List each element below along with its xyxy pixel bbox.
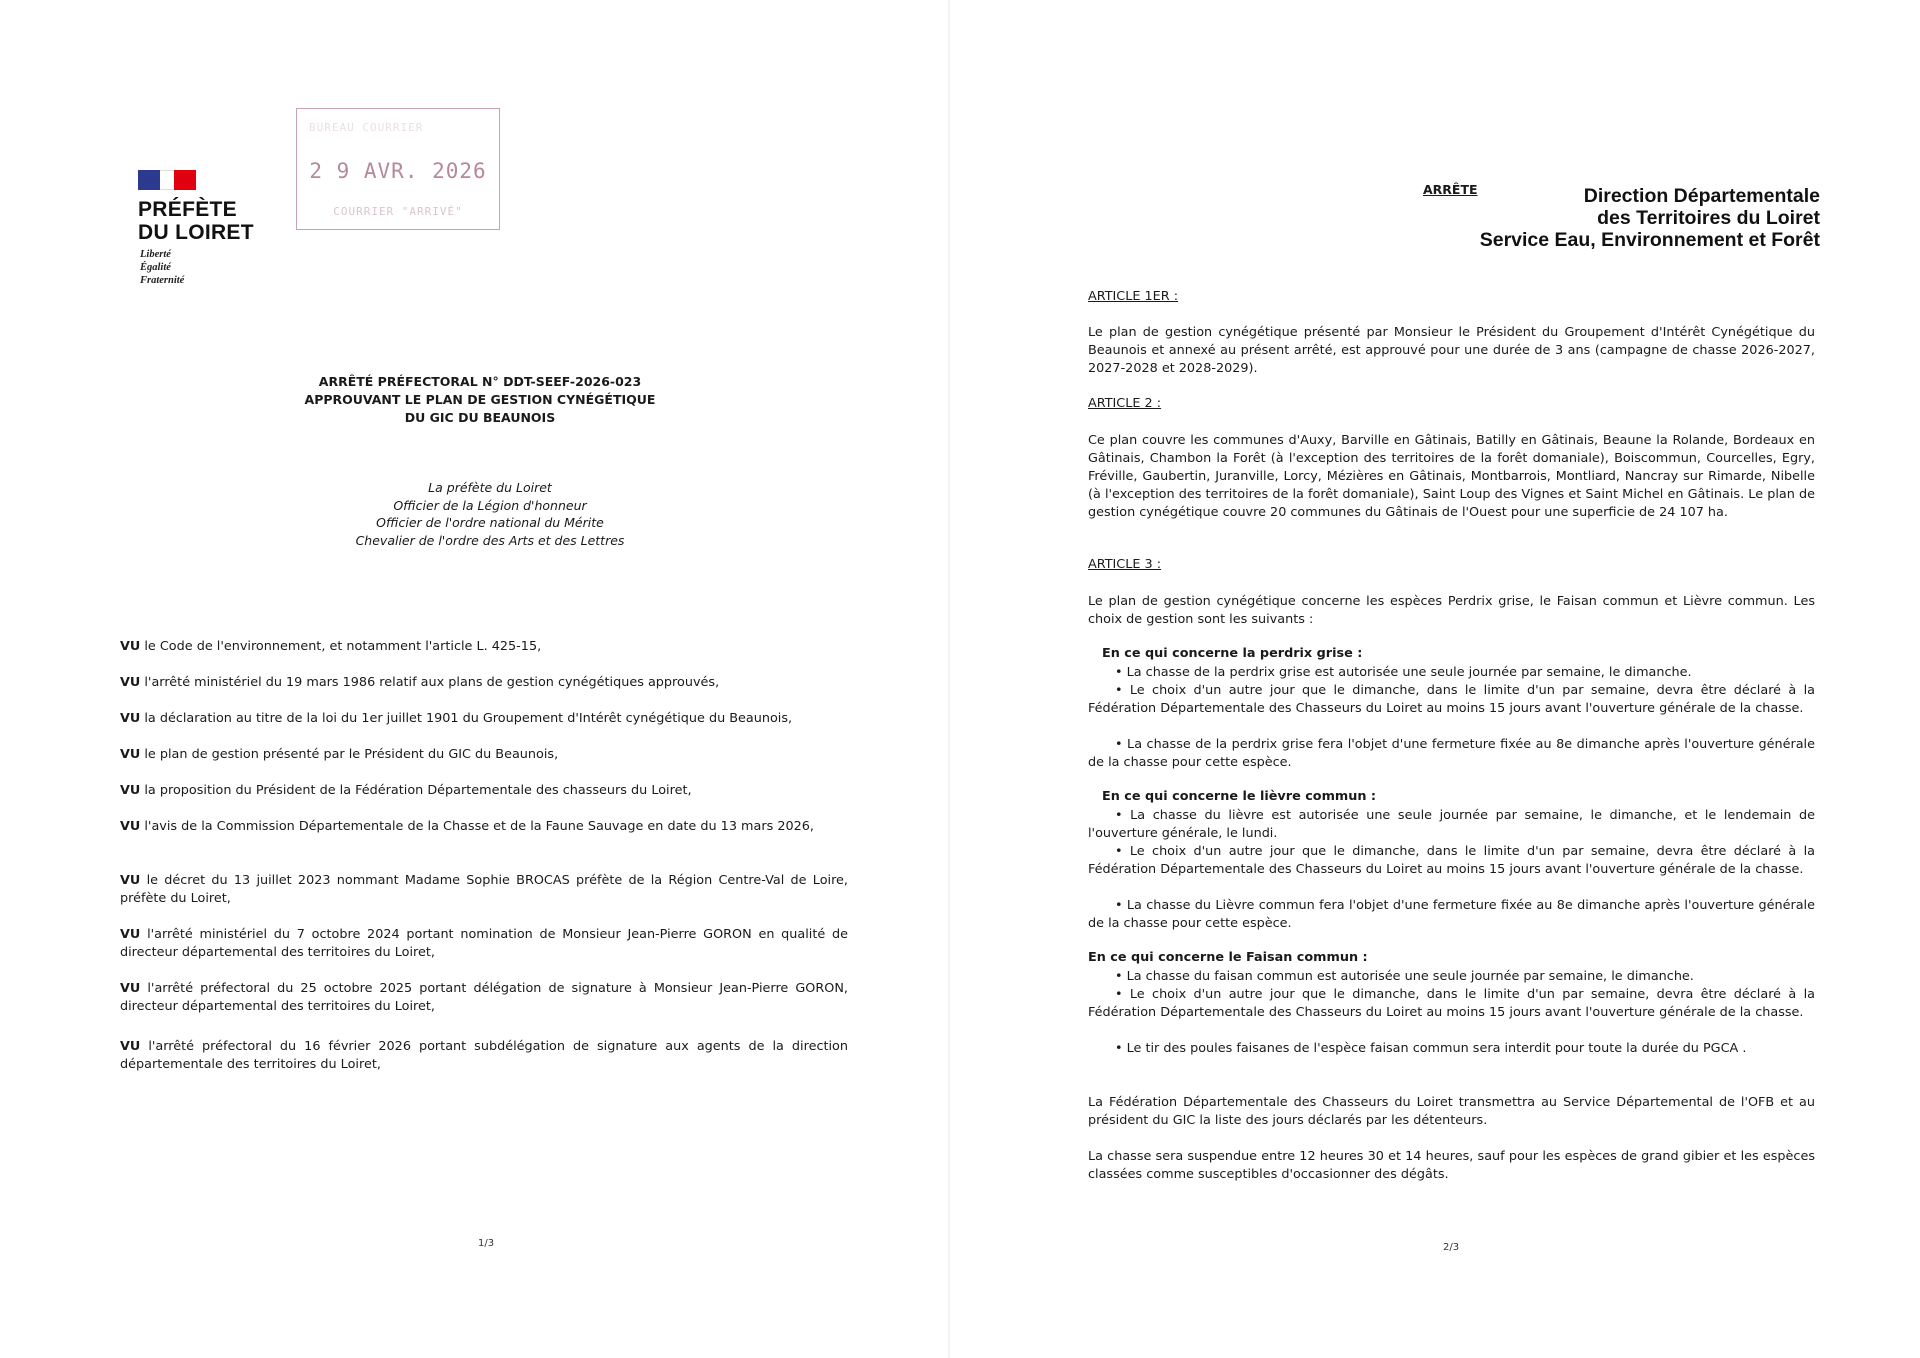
vu-prefix: VU [120,873,141,888]
faisan-rule: • Le choix d'un autre jour que le dimanche, dans le limite d'un par semaine, devra être déclaré à la Fédération Départementale des Chasseurs du Loiret au moins 15 jours avant l'ouverture générale de la chasse. [1088,987,1815,1020]
vu-item [120,872,848,908]
vu-prefix: VU [120,927,141,942]
prefete-line1: La préfète du Loiret [428,480,552,495]
perdrix-rule: • Le choix d'un autre jour que le dimanche, dans le limite d'un par semaine, devra être déclaré à la Fédération Départementale des Chasseurs du Loiret au moins 15 jours avant l'ouverture générale de la chasse. [1088,683,1815,716]
page-number-left: 1/3 [478,1238,495,1249]
stamp-top-text: BUREAU COURRIER [309,121,424,134]
direction-header [1480,185,1820,251]
article-2-label: ARTICLE 2 : [1088,396,1162,411]
vu-text: l'arrêté préfectoral du 25 octobre 2025 portant délégation de signature à Monsieur Jean-Pierre GORON, directeur départemental des territoires du Loiret, [120,981,848,1014]
vu-prefix: VU [120,711,141,726]
vu-prefix: VU [120,1039,141,1054]
prefecture-logo-title [138,198,254,244]
vu-prefix: VU [120,783,141,798]
page-number-right: 2/3 [1443,1242,1460,1253]
vu-text: le décret du 13 juillet 2023 nommant Madame Sophie BROCAS préfète de la Région Centre-Val de Loire, préfète du Loiret, [120,873,848,906]
perdrix-rule: • La chasse de la perdrix grise est autorisée une seule journée par semaine, le dimanche. [1115,665,1692,680]
suspension-paragraph: La chasse sera suspendue entre 12 heures 30 et 14 heures, sauf pour les espèces de grand gibier et les espèces classées comme susceptibles d'occasionner des dégâts. [1088,1149,1815,1182]
direction-line2: des Territoires du Loiret [1597,207,1820,229]
decree-title [280,373,680,427]
motto-egalite: Égalité [140,262,171,273]
vu-item [120,926,848,962]
vu-item [120,980,848,1016]
vu-item [120,710,848,728]
article-1-text: Le plan de gestion cynégétique présenté par Monsieur le Président du Groupement d'Intérêt Cynégétique du Beaunois et annexé au présent arrêté, est approuvé pour une durée de 3 ans (campagne de chasse 2026-2027, 2027-2028 et 2028-2029). [1088,325,1815,376]
vu-item [120,674,848,692]
faisan-heading: En ce qui concerne le Faisan commun : [1088,950,1368,965]
article-1-label: ARTICLE 1ER : [1088,289,1179,304]
lievre-heading: En ce qui concerne le lièvre commun : [1102,789,1377,804]
vu-text: la proposition du Président de la Fédération Départementale des chasseurs du Loiret, [144,783,692,798]
vu-prefix: VU [120,819,141,834]
motto-liberte: Liberté [140,249,171,260]
lievre-rule: • Le choix d'un autre jour que le dimanche, dans le limite d'un par semaine, devra être déclaré à la Fédération Départementale des Chasseurs du Loiret au moins 15 jours avant l'ouverture générale de la chasse. [1088,844,1815,877]
vu-prefix: VU [120,639,141,654]
lievre-rule: • La chasse du lièvre est autorisée une seule journée par semaine, le dimanche, et le lendemain de l'ouverture générale, le lundi. [1088,808,1815,841]
vu-item [120,1038,848,1074]
prefete-line2: Officier de la Légion d'honneur [393,497,587,513]
vu-item [120,818,848,836]
vu-item [120,638,848,656]
vu-text: le Code de l'environnement, et notamment l'article L. 425-15, [144,639,542,654]
arrival-stamp [296,108,500,230]
prefete-titles [290,479,690,549]
faisan-rule: • Le tir des poules faisanes de l'espèce faisan commun sera interdit pour toute la durée du PGCA . [1115,1041,1747,1056]
arrete-heading: ARRÊTE [1423,182,1478,197]
vu-text: l'arrêté ministériel du 7 octobre 2024 portant nomination de Monsieur Jean-Pierre GORON en qualité de directeur départemental des territoires du Loiret, [120,927,849,960]
page-divider [948,0,950,1358]
article-3-label: ARTICLE 3 : [1088,557,1162,572]
direction-line3: Service Eau, Environnement et Forêt [1479,229,1820,251]
perdrix-rule: • La chasse de la perdrix grise fera l'objet d'une fermeture fixée au 8e dimanche après l'ouverture générale de la chasse pour cette espèce. [1088,737,1815,770]
vu-prefix: VU [120,747,141,762]
vu-prefix: VU [120,675,141,690]
vu-item [120,746,848,764]
logo-title-line1: PRÉFÈTE [138,198,237,221]
ofb-paragraph: La Fédération Départementale des Chasseurs du Loiret transmettra au Service Départemental de l'OFB et au président du GIC la liste des jours déclarés par les détenteurs. [1088,1095,1815,1128]
decree-title-line1: ARRÊTÉ PRÉFECTORAL N° DDT-SEEF-2026-023 [318,374,642,389]
stamp-date: 2 9 AVR. 2026 [309,159,487,183]
vu-item [120,782,848,800]
motto-fraternite: Fraternité [140,275,185,286]
vu-text: l'arrêté ministériel du 19 mars 1986 relatif aux plans de gestion cynégétiques approuvés, [144,675,720,690]
lievre-rule: • La chasse du Lièvre commun fera l'objet d'une fermeture fixée au 8e dimanche après l'ouverture générale de la chasse pour cette espèce. [1088,898,1815,931]
logo-title-line2: DU LOIRET [138,221,254,244]
vu-prefix: VU [120,981,141,996]
decree-title-line3: DU GIC DU BEAUNOIS [404,410,556,425]
republic-motto [140,248,184,287]
prefete-line3: Officier de l'ordre national du Mérite [376,515,604,530]
prefete-line4: Chevalier de l'ordre des Arts et des Lettres [355,532,625,548]
french-flag-icon [138,170,196,190]
direction-line1: Direction Départementale [1583,185,1820,207]
stamp-bottom-text: COURRIER "ARRIVÉ" [333,205,463,218]
vu-text: la déclaration au titre de la loi du 1er juillet 1901 du Groupement d'Intérêt cynégétique du Beaunois, [144,711,793,726]
faisan-rule: • La chasse du faisan commun est autorisée une seule journée par semaine, le dimanche. [1115,969,1694,984]
vu-text: l'arrêté préfectoral du 16 février 2026 portant subdélégation de signature aux agents de la direction départementale des territoires du Loiret, [120,1039,848,1072]
perdrix-heading: En ce qui concerne la perdrix grise : [1102,646,1363,661]
vu-text: le plan de gestion présenté par le Président du GIC du Beaunois, [144,747,559,762]
decree-title-line2: APPROUVANT LE PLAN DE GESTION CYNÉGÉTIQUE [304,392,656,407]
vu-text: l'avis de la Commission Départementale de la Chasse et de la Faune Sauvage en date du 13 mars 2026, [144,819,814,834]
article-2-text: Ce plan couvre les communes d'Auxy, Barville en Gâtinais, Batilly en Gâtinais, Beaune la Rolande, Bordeaux en Gâtinais, Chambon la Forêt (à l'exception des territoires de la forêt domaniale), Boiscommun, Courcelles, Egry, Fréville, Gaubertin, Juranville, Lorcy, Mézières en Gâtinais, Montbarrois, Montliard, Nancray sur Rimarde, Nibelle (à l'exception des territoires de la forêt domaniale), Saint Loup des Vignes et Saint Michel en Gâtinais. Le plan de gestion cynégétique couvre 20 communes du Gâtinais de l'Ouest pour une superficie de 24 107 ha. [1088,433,1815,520]
article-3-text: Le plan de gestion cynégétique concerne les espèces Perdrix grise, le Faisan commun et Lièvre commun. Les choix de gestion sont les suivants : [1088,594,1815,627]
